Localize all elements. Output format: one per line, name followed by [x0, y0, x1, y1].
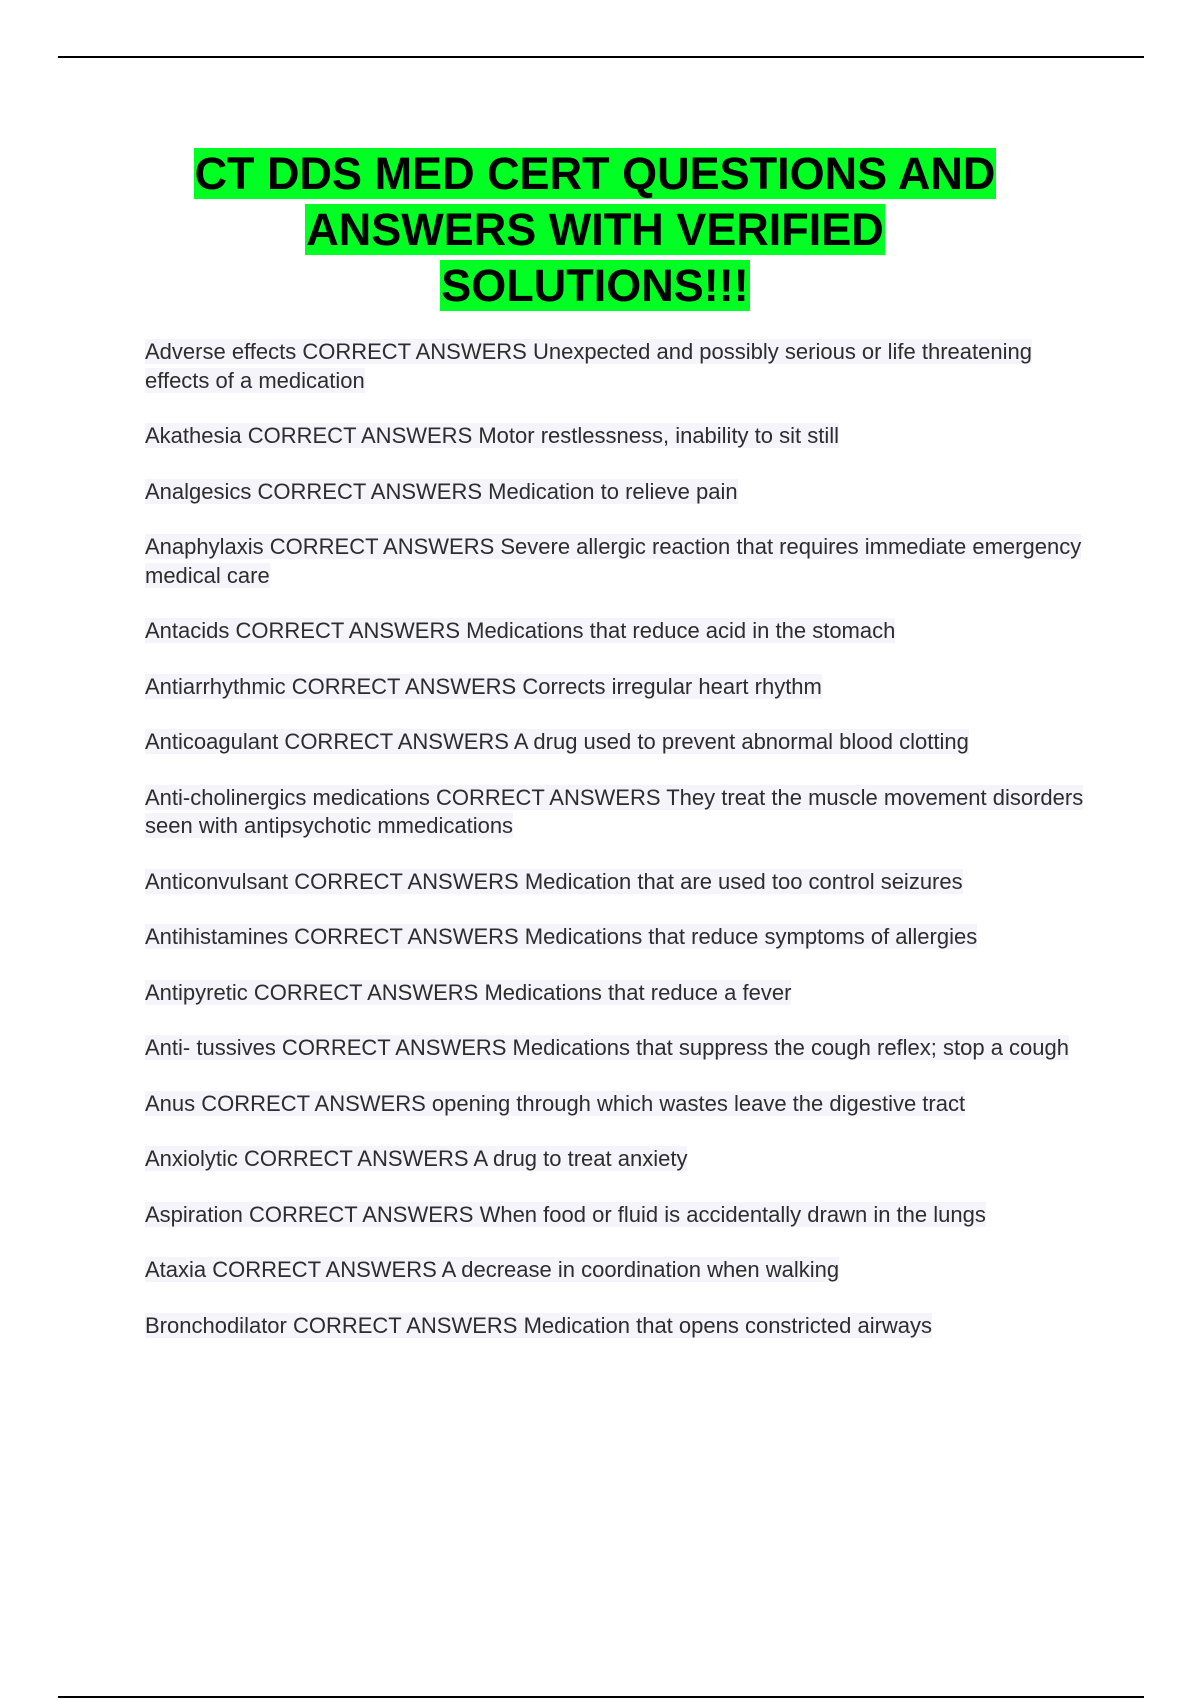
qa-entry: Anti-cholinergics medications CORRECT ANSWERS They treat the muscle movement disorders seen with antipsychotic mmedications — [145, 784, 1084, 838]
page-top-rule — [58, 56, 1144, 58]
qa-entry: Aspiration CORRECT ANSWERS When food or fluid is accidentally drawn in the lungs — [145, 1201, 986, 1227]
qa-entry: Adverse effects CORRECT ANSWERS Unexpected and possibly serious or life threatening effects of a medication — [145, 339, 1032, 393]
title-line: ANSWERS WITH VERIFIED — [306, 204, 884, 255]
qa-entry: Bronchodilator CORRECT ANSWERS Medication that opens constricted airways — [145, 1312, 933, 1338]
qa-entry: Ataxia CORRECT ANSWERS A decrease in coordination when walking — [145, 1257, 840, 1282]
qa-entry: Anti- tussives CORRECT ANSWERS Medications that suppress the cough reflex; stop a cough — [145, 1035, 1069, 1060]
title-line: CT DDS MED CERT QUESTIONS AND — [194, 148, 996, 199]
qa-entry: Anticonvulsant CORRECT ANSWERS Medication that are used too control seizures — [145, 868, 963, 894]
qa-entry: Antacids CORRECT ANSWERS Medications that reduce acid in the stomach — [145, 618, 896, 643]
qa-entry: Anaphylaxis CORRECT ANSWERS Severe allergic reaction that requires immediate emergency medical care — [145, 534, 1082, 588]
qa-list — [145, 338, 1085, 1367]
qa-entry: Anticoagulant CORRECT ANSWERS A drug used to prevent abnormal blood clotting — [145, 729, 969, 754]
qa-entry: Antiarrhythmic CORRECT ANSWERS Corrects irregular heart rhythm — [145, 673, 822, 699]
qa-entry: Anxiolytic CORRECT ANSWERS A drug to treat anxiety — [145, 1146, 688, 1171]
document-title — [120, 146, 1070, 314]
qa-entry: Antihistamines CORRECT ANSWERS Medications that reduce symptoms of allergies — [145, 924, 978, 949]
title-line: SOLUTIONS!!! — [441, 260, 749, 311]
qa-entry: Antipyretic CORRECT ANSWERS Medications that reduce a fever — [145, 979, 792, 1005]
page-bottom-rule — [58, 1696, 1144, 1698]
qa-entry: Analgesics CORRECT ANSWERS Medication to relieve pain — [145, 478, 738, 504]
qa-entry: Akathesia CORRECT ANSWERS Motor restlessness, inability to sit still — [145, 423, 840, 448]
qa-entry: Anus CORRECT ANSWERS opening through which wastes leave the digestive tract — [145, 1090, 966, 1116]
